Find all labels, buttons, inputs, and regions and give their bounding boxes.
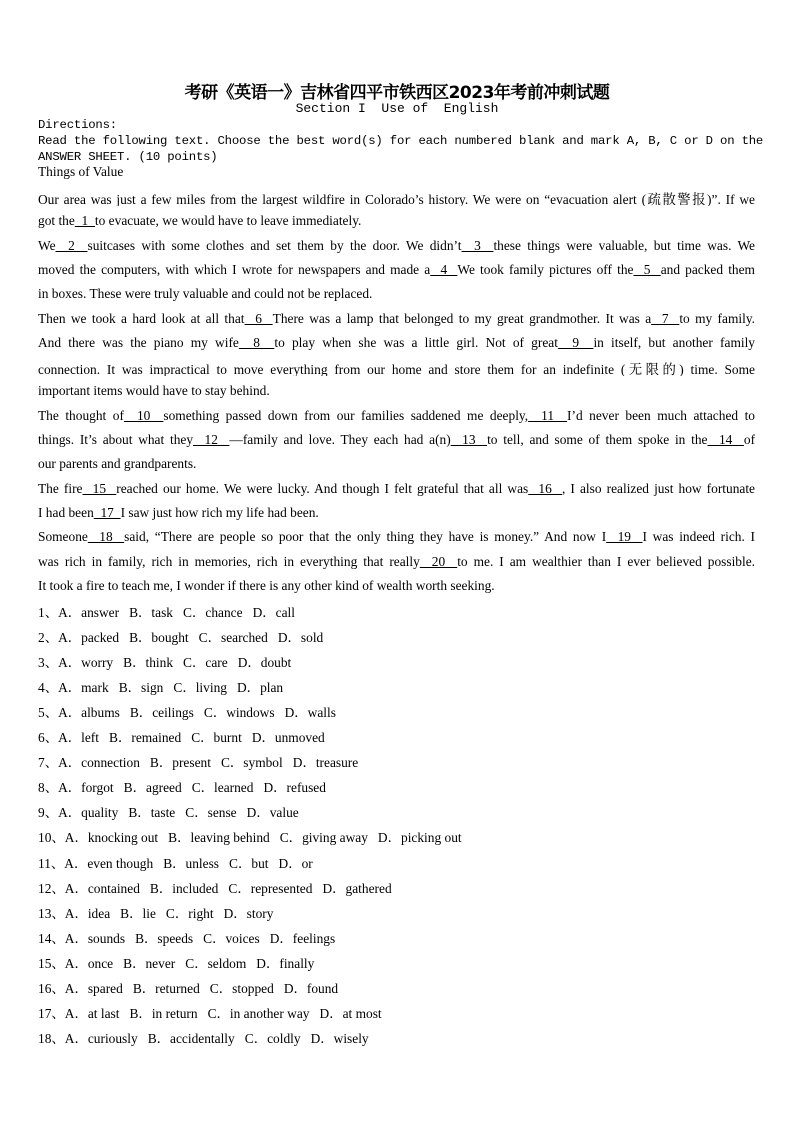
- question-11: 11、A．even though B．unless C．but D．or: [38, 855, 313, 871]
- question-14: 14、A．sounds B．speeds C．voices D．feelings: [38, 930, 336, 946]
- question-6: 6、A．left B．remained C．burnt D．unmoved: [38, 730, 325, 746]
- blank-11: 11: [528, 407, 568, 423]
- passage-title: Things of Value: [38, 164, 124, 179]
- blank-2: 2: [55, 237, 88, 253]
- passage-line: connection. It was impractical to move everything from our home and store them for an indefinite (无限的) time. Some: [38, 362, 755, 377]
- passage-line: was rich in family, rich in memories, rich in everything that really 20 to me. I am wealthier than I ever believed possible.: [38, 553, 755, 569]
- blank-12: 12: [193, 432, 230, 447]
- blank-8: 8: [238, 334, 275, 350]
- blank-4: 4: [430, 261, 458, 277]
- blank-16: 16: [528, 480, 562, 496]
- passage-line: The thought of 10 something passed down from our families saddened me deeply, 11 I’d never been much attached to: [38, 407, 755, 423]
- blank-15: 15: [82, 480, 117, 496]
- passage-line: The fire 15 reached our home. We were lucky. And though I felt grateful that all was 16 , I also realized just how fortunate: [38, 480, 755, 496]
- blank-5: 5: [633, 261, 661, 277]
- passage-line: It took a fire to teach me, I wonder if there is any other kind of wealth worth seeking.: [38, 577, 495, 593]
- passage-line: Then we took a hard look at all that 6 There was a lamp that belonged to my great grandmother. It was a 7 to my family.: [38, 310, 755, 326]
- blank-9: 9: [557, 334, 594, 350]
- blank-7: 7: [651, 310, 680, 326]
- blank-19: 19: [606, 529, 643, 545]
- question-2: 2、A．packed B．bought C．searched D．sold: [38, 630, 324, 646]
- passage-line: And there was the piano my wife 8 to play when she was a little girl. Not of great 9 in itself, but another family: [38, 334, 755, 350]
- question-5: 5、A．albums B．ceilings C．windows D．walls: [38, 705, 336, 721]
- passage-line: Our area was just a few miles from the largest wildfire in Colorado’s history. We were on “evacuation alert (疏散警报)”. If we: [38, 192, 755, 206]
- question-3: 3、A．worry B．think C．care D．doubt: [38, 655, 292, 671]
- question-18: 18、A．curiously B．accidentally C．coldly D．wisely: [38, 1030, 369, 1046]
- directions-text: Read the following text. Choose the best word(s) for each numbered blank and mark A, B, C or D on the: [38, 134, 764, 148]
- question-15: 15、A．once B．never C．seldom D．finally: [38, 955, 315, 971]
- question-9: 9、A．quality B．taste C．sense D．value: [38, 805, 299, 821]
- question-13: 13、A．idea B．lie C．right D．story: [38, 905, 274, 921]
- question-16: 16、A．spared B．returned C．stopped D．found: [38, 980, 339, 996]
- blank-10: 10: [123, 407, 164, 423]
- blank-17: 17: [93, 504, 121, 520]
- blank-6: 6: [244, 310, 273, 326]
- question-12: 12、A．contained B．included C．represented D．gathered: [38, 880, 392, 896]
- blank-1: 1: [74, 213, 95, 229]
- directions-text: ANSWER SHEET. (10 points): [38, 150, 218, 164]
- passage-line: moved the computers, with which I wrote for newspapers and made a 4 We took family pictures off the 5 and packed them: [38, 261, 755, 277]
- question-8: 8、A．forgot B．agreed C．learned D．refused: [38, 780, 326, 796]
- page-title: 考研《英语一》吉林省四平市铁西区2023年考前冲刺试题: [184, 83, 610, 103]
- passage-line: I had been 17 I saw just how rich my life had been.: [38, 504, 319, 520]
- blank-14: 14: [707, 432, 744, 447]
- passage-line: We 2 suitcases with some clothes and set them by the door. We didn’t 3 these things were valuable, but time was. We: [38, 237, 755, 253]
- section-heading: Section I Use of English: [295, 101, 499, 116]
- question-7: 7、A．connection B．present C．symbol D．treasure: [38, 755, 359, 771]
- directions-label: Directions:: [38, 118, 117, 132]
- passage-line: in boxes. These were truly valuable and could not be replaced.: [38, 286, 373, 302]
- passage-line: things. It’s about what they 12 —family and love. They each had a(n) 13 to tell, and some of them spoke in the 14 of: [38, 432, 755, 447]
- question-4: 4、A．mark B．sign C．living D．plan: [38, 680, 284, 696]
- blank-13: 13: [450, 432, 488, 447]
- passage-line: our parents and grandparents.: [38, 456, 197, 472]
- question-17: 17、A．at last B．in return C．in another way D．at most: [38, 1005, 382, 1021]
- passage-line: important items would have to stay behind.: [38, 383, 270, 399]
- passage-line: got the 1 to evacuate, we would have to leave immediately.: [38, 213, 362, 229]
- blank-3: 3: [461, 237, 494, 253]
- question-1: 1、A．answer B．task C．chance D．call: [38, 605, 295, 620]
- blank-18: 18: [87, 529, 125, 545]
- passage-line: Someone 18 said, “There are people so poor that the only thing they have is money.” And now I 19 I was indeed rich. I: [38, 529, 755, 545]
- question-10: 10、A．knocking out B．leaving behind C．giving away D．picking out: [38, 830, 462, 846]
- blank-20: 20: [419, 553, 458, 569]
